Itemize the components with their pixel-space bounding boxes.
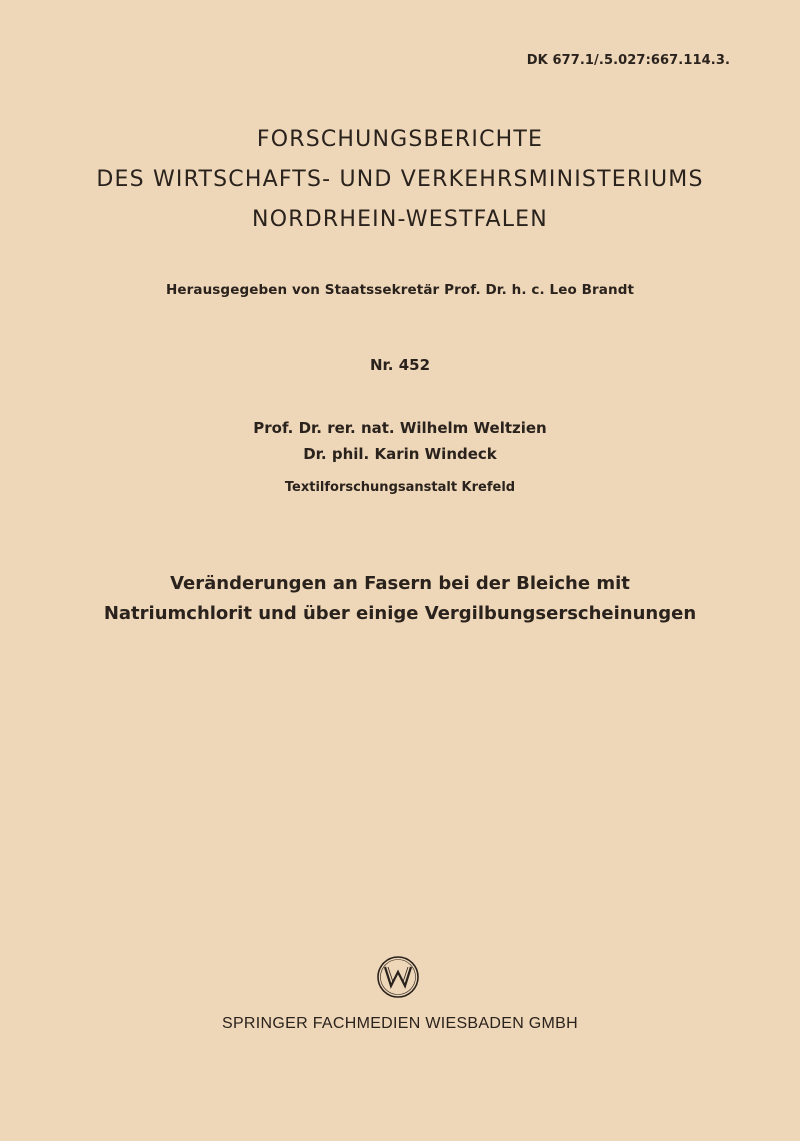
issue-number: Nr. 452: [369, 356, 431, 374]
author-1: Prof. Dr. rer. nat. Wilhelm Weltzien: [253, 419, 547, 437]
book-title: [0, 569, 800, 629]
publisher-name: SPRINGER FACHMEDIEN WIESBADEN GMBH: [221, 1015, 579, 1032]
springer-w-circle-logo-icon: [376, 955, 420, 999]
classification-code: DK 677.1/.5.027:667.114.3.: [526, 53, 730, 68]
editor-line: Herausgegeben von Staatssekretär Prof. Dr. h. c. Leo Brandt: [165, 282, 635, 298]
series-title-line-3: NORDRHEIN-WESTFALEN: [252, 207, 548, 232]
book-title-line-2: Natriumchlorit und über einige Vergilbungserscheinungen: [103, 603, 697, 624]
authors: [0, 415, 800, 467]
series-title-line-2: DES WIRTSCHAFTS- UND VERKEHRSMINISTERIUMS: [96, 167, 704, 192]
series-title-line-1: FORSCHUNGSBERICHTE: [256, 127, 544, 152]
book-title-line-1: Veränderungen an Fasern bei der Bleiche mit: [170, 573, 630, 594]
institute: Textilforschungsanstalt Krefeld: [284, 480, 516, 495]
series-title: [0, 120, 800, 240]
author-2: Dr. phil. Karin Windeck: [303, 445, 497, 463]
